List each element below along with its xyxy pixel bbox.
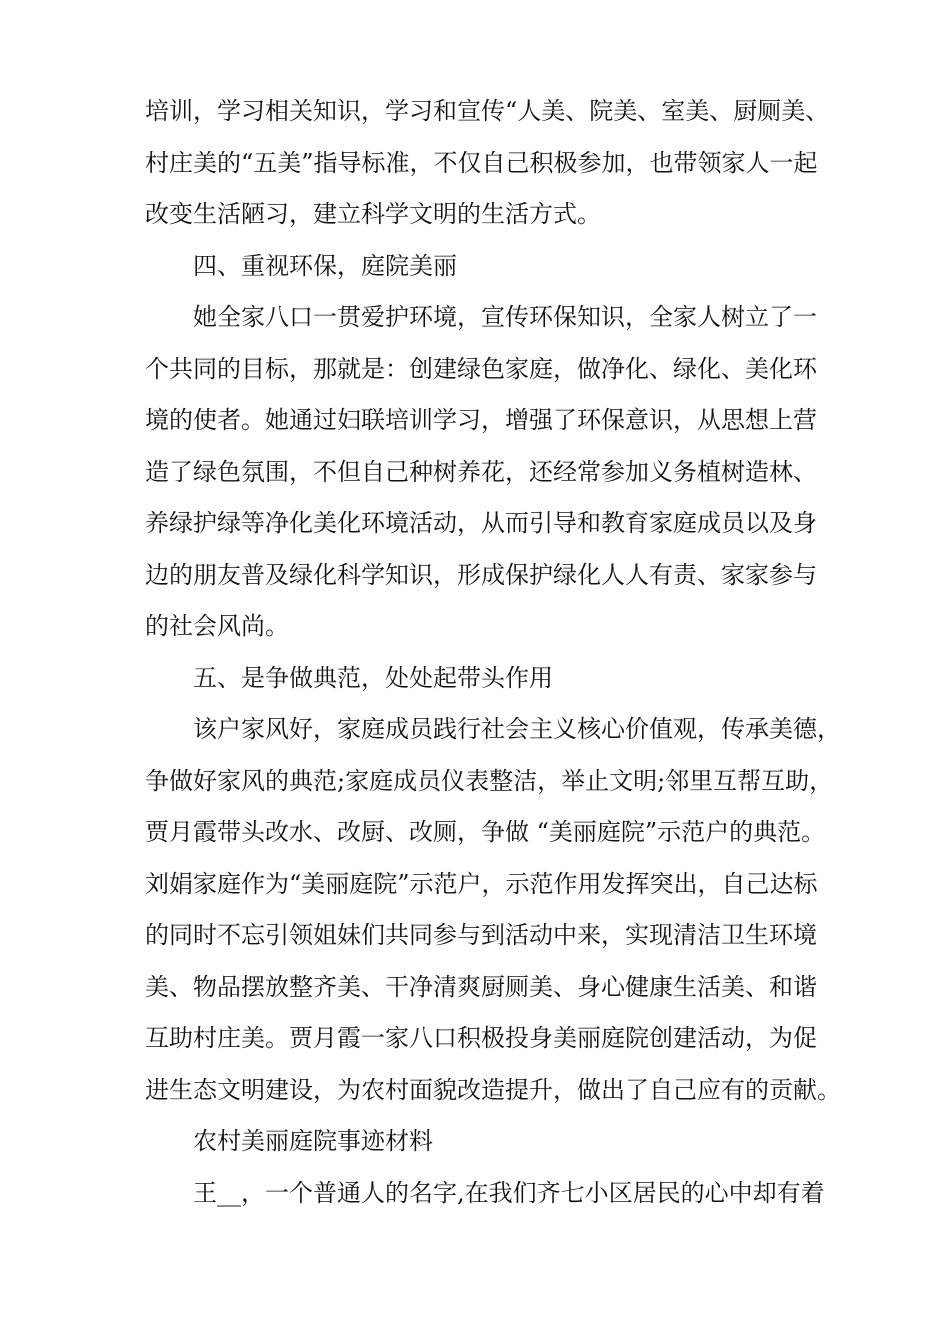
text-line: 境的使者。她通过妇联培训学习，增强了环保意识，从思想上营 bbox=[145, 406, 817, 434]
text-line: 的社会风尚。 bbox=[145, 612, 289, 640]
text-line: 争做好家风的典范;家庭成员仪表整洁，举止文明;邻里互帮互助， bbox=[145, 766, 834, 795]
text-line: 造了绿色氛围，不但自己种树养花，还经常参加义务植树造林、 bbox=[145, 457, 817, 486]
text-line: 改变生活陋习，建立科学文明的生活方式。 bbox=[145, 200, 601, 228]
text-line: 的同时不忘引领姐妹们共同参与到活动中来，实现清洁卫生环境 bbox=[145, 921, 817, 949]
section-heading: 农村美丽庭院事迹材料 bbox=[193, 1127, 433, 1155]
text-line: 该户家风好，家庭成员践行社会主义核心价值观，传承美德， bbox=[193, 715, 841, 743]
text-line: 进生态文明建设，为农村面貌改造提升，做出了自己应有的贡献。 bbox=[145, 1075, 841, 1104]
text-line: 美、物品摆放整齐美、干净清爽厨厕美、身心健康生活美、和谐 bbox=[145, 972, 817, 1001]
text-line: 王__，一个普通人的名字,在我们齐七小区居民的心中却有着 bbox=[193, 1178, 825, 1207]
text-line: 她全家八口一贯爱护环境，宣传环保知识，全家人树立了一 bbox=[193, 303, 817, 331]
text-line: 互助村庄美。贾月霞一家八口积极投身美丽庭院创建活动，为促 bbox=[145, 1024, 817, 1052]
text-line: 村庄美的“五美”指导标准，不仅自己积极参加，也带领家人一起 bbox=[145, 148, 818, 177]
section-heading: 五、是争做典范，处处起带头作用 bbox=[193, 663, 553, 692]
text-line: 刘娟家庭作为“美丽庭院”示范户，示范作用发挥突出，自己达标 bbox=[145, 869, 818, 898]
text-line: 个共同的目标，那就是：创建绿色家庭，做净化、绿化、美化环 bbox=[145, 354, 817, 383]
text-line: 贾月霞带头改水、改厨、改厕，争做 “美丽庭院”示范户的典范。 bbox=[145, 818, 826, 846]
text-line: 边的朋友普及绿化科学知识，形成保护绿化人人有责、家家参与 bbox=[145, 560, 817, 589]
document-body bbox=[145, 86, 841, 1219]
section-heading: 四、重视环保，庭院美丽 bbox=[193, 251, 457, 280]
text-line: 培训，学习相关知识，学习和宣传“人美、院美、室美、厨厕美、 bbox=[145, 97, 830, 125]
text-line: 养绿护绿等净化美化环境活动，从而引导和教育家庭成员以及身 bbox=[145, 509, 817, 537]
